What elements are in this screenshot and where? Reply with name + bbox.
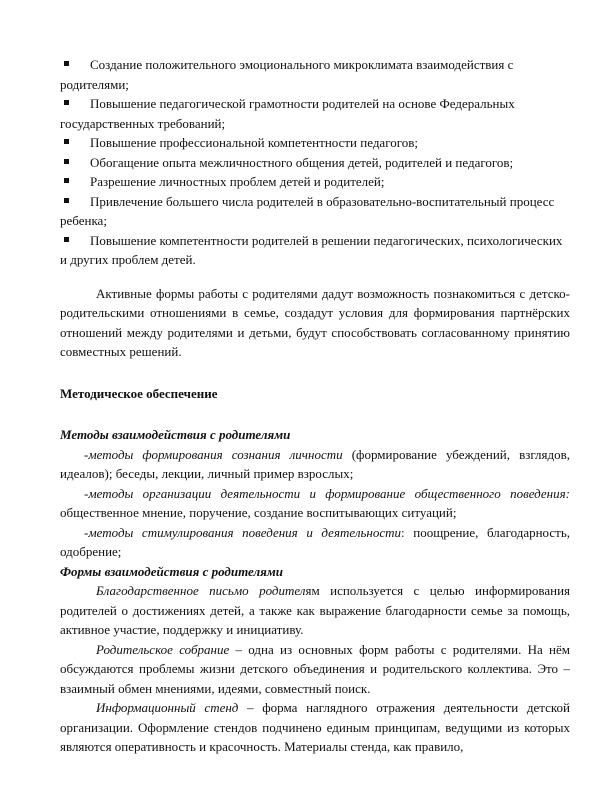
list-item: Повышение компетентности родителей в решении педагогических, психологических и других проблем детей.	[60, 231, 570, 270]
form-term: Родительское собрание	[96, 641, 230, 657]
form-description: – одна из основных форм работы с родителями. На нём обсуждаются проблемы жизни детского объединения и родительского коллектива. Это – взаимный обмен мнениями, идеями, совместный поиск.	[60, 641, 570, 696]
list-item: Создание положительного эмоционального микроклимата взаимодействия с родителями;	[60, 55, 570, 94]
list-item: Привлечение большего числа родителей в образовательно-воспитательный процесс ребенка;	[60, 192, 570, 231]
document-body	[60, 55, 570, 757]
method-term: -методы стимулирования поведения и деятельности	[84, 524, 402, 540]
method-description: (формирование убеждений, взглядов, идеалов); беседы, лекции, личный пример взрослых;	[60, 446, 571, 481]
form-description: ям используется с целью информирования родителей о достижениях детей, а также как выражение благодарности семье за помощь, активное участие, поддержку и инициативу.	[60, 583, 570, 637]
methodical-heading: Методическое обеспечение	[60, 385, 218, 401]
form-term: Благодарственное письмо родител	[96, 583, 306, 598]
list-item: Повышение педагогической грамотности родителей на основе Федеральных государственных требований;	[60, 94, 570, 133]
method-description: : поощрение, благодарность, одобрение;	[60, 524, 570, 559]
form-item	[60, 640, 570, 699]
method-item	[60, 523, 570, 562]
form-item	[60, 581, 570, 640]
forms-heading: Формы взаимодействия с родителями	[60, 563, 283, 579]
method-item	[60, 484, 570, 523]
method-item	[60, 445, 570, 484]
method-description: общественное мнение, поручение, создание воспитывающих ситуаций;	[60, 505, 457, 520]
list-item: Повышение профессиональной компетентности педагогов;	[60, 133, 570, 153]
goals-list	[60, 55, 570, 270]
form-item	[60, 698, 570, 757]
form-description: – форма наглядного отражения деятельности детской организации. Оформление стендов подчинено единым принципам, ведущими из которых являются оперативность и красочность. Материалы стенда, как правило,	[60, 700, 570, 754]
list-item: Обогащение опыта межличностного общения детей, родителей и педагогов;	[60, 153, 570, 173]
method-term: -методы формирования сознания личности	[84, 446, 343, 462]
method-term: -методы организации деятельности и формирование общественного поведения:	[84, 485, 570, 501]
form-term: Информационный стенд	[96, 700, 239, 715]
list-item: Разрешение личностных проблем детей и родителей;	[60, 172, 570, 192]
active-forms-paragraph: Активные формы работы с родителями дадут возможность познакомиться с детско-родительскими отношениями в семье, создадут условия для формирования партнёрских отношений между родителями и детьми, будут способствовать согласованному принятию совместных решений.	[60, 285, 570, 359]
methods-heading: Методы взаимодействия с родителями	[60, 427, 291, 442]
